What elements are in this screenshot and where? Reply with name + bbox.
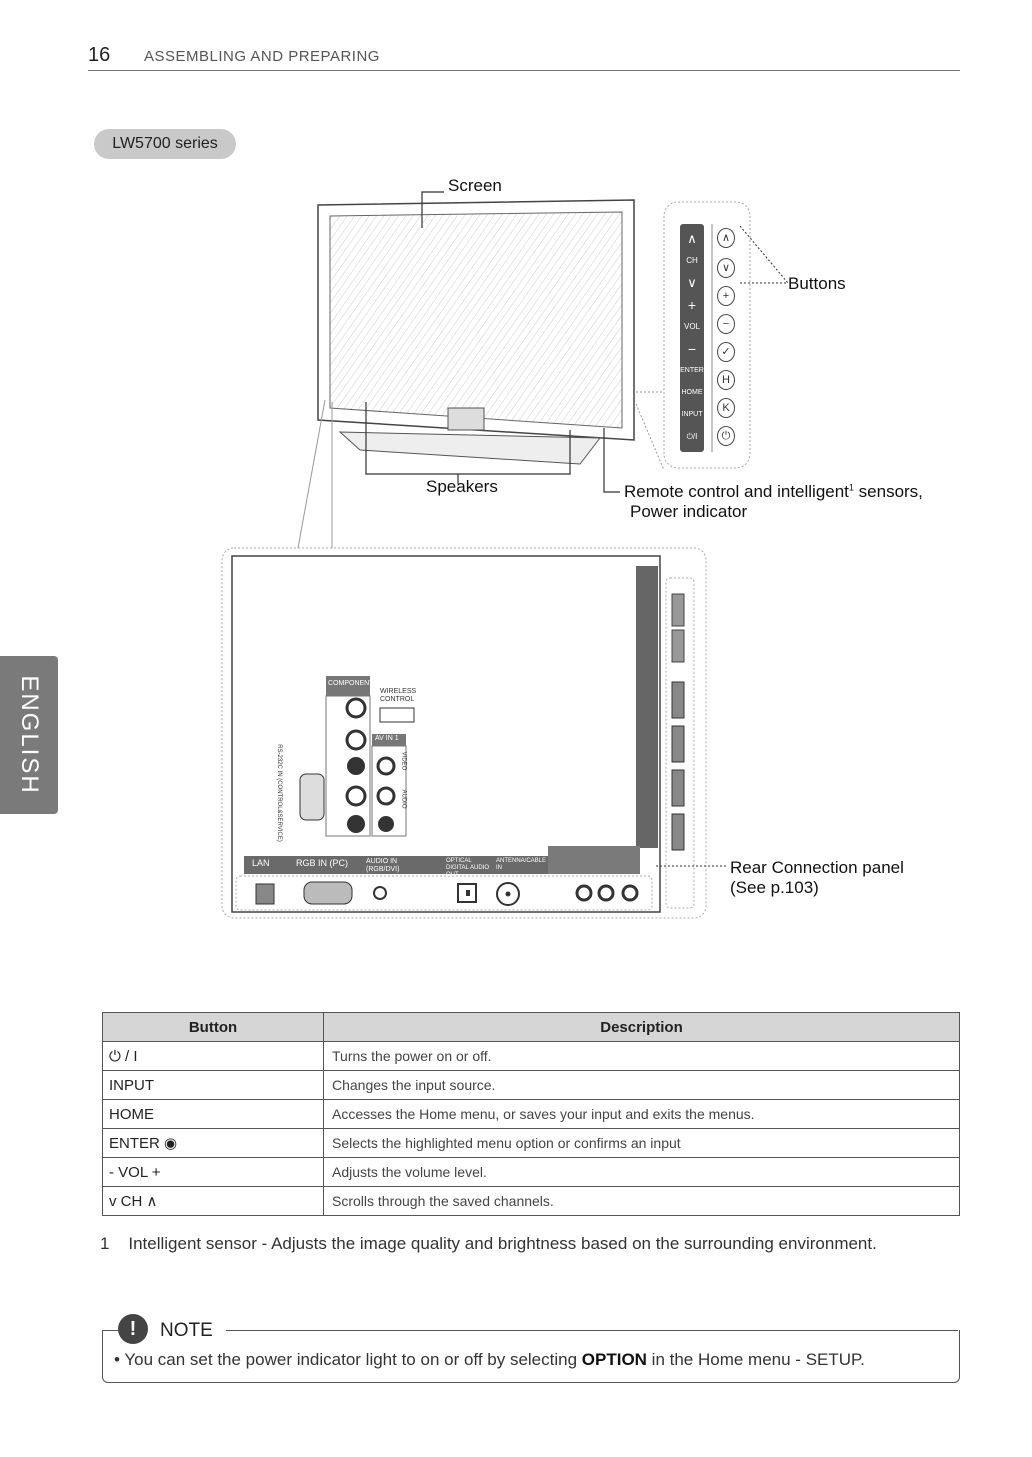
- sensor-label-end: sensors,: [853, 482, 923, 501]
- panel-label: INPUT: [681, 411, 703, 418]
- table-cell-description: Turns the power on or off.: [324, 1042, 960, 1071]
- table-row: [103, 1158, 960, 1187]
- rear-label-av-in: AV IN 1: [375, 735, 399, 742]
- footnote: [100, 1234, 877, 1254]
- note-bullet: •: [114, 1350, 120, 1369]
- footnote-number: 1: [100, 1234, 110, 1253]
- table-cell-description: Accesses the Home menu, or saves your input and exits the menus.: [324, 1100, 960, 1129]
- panel-label: ∧: [687, 231, 697, 246]
- table-row: [103, 1100, 960, 1129]
- panel-icons: [716, 228, 736, 454]
- panel-label: +: [687, 297, 697, 313]
- vol-up-icon: +: [717, 286, 735, 306]
- home-icon: H: [717, 370, 735, 390]
- ch-down-icon: ∨: [717, 258, 735, 278]
- screen-label: Screen: [448, 176, 502, 195]
- table-cell-description: Scrolls through the saved channels.: [324, 1187, 960, 1216]
- button-table: [102, 1012, 960, 1216]
- table-cell-description: Selects the highlighted menu option or confirms an input: [324, 1129, 960, 1158]
- table-header-row: [103, 1013, 960, 1042]
- rear-label-antenna: ANTENNA/CABLE IN: [496, 858, 547, 871]
- rear-label-audio: AUDIO: [400, 789, 407, 809]
- panel-label: −: [687, 341, 697, 357]
- series-badge: LW5700 series: [94, 129, 236, 159]
- input-icon: K: [717, 398, 735, 418]
- table-row: [103, 1129, 960, 1158]
- table-cell-description: Adjusts the volume level.: [324, 1158, 960, 1187]
- table-row: [103, 1071, 960, 1100]
- footnote-text: Intelligent sensor - Adjusts the image quality and brightness based on the surrounding environment.: [128, 1234, 877, 1253]
- table-cell-description: Changes the input source.: [324, 1071, 960, 1100]
- rear-label-component: COMPONENT: [328, 680, 374, 687]
- rear-label-audio-in: AUDIO IN (RGB/DVI): [366, 858, 400, 873]
- note-text-before: You can set the power indicator light to on or off by selecting: [124, 1350, 582, 1369]
- language-tab-label: ENGLISH: [16, 675, 43, 795]
- panel-label: ∨: [687, 275, 697, 290]
- power-indicator-label: Power indicator: [630, 502, 748, 521]
- rear-label-lan: LAN: [252, 858, 270, 868]
- section-title: ASSEMBLING AND PREPARING: [144, 48, 380, 65]
- panel-label: HOME: [681, 389, 703, 396]
- table-header-button: Button: [103, 1013, 324, 1042]
- panel-label: ⏻/I: [686, 432, 698, 441]
- vol-down-icon: −: [717, 314, 735, 334]
- table-cell-button: HOME: [103, 1100, 324, 1129]
- rear-panel-label: Rear Connection panel: [730, 858, 904, 877]
- panel-label: CH: [686, 256, 698, 265]
- sensor-label-text: Remote control and intelligent: [624, 482, 849, 501]
- panel-button-labels: [680, 228, 704, 448]
- note-option-keyword: OPTION: [581, 1350, 647, 1369]
- enter-icon: ✓: [717, 342, 735, 362]
- speakers-label: Speakers: [426, 477, 498, 496]
- table-cell-button: INPUT: [103, 1071, 324, 1100]
- table-cell-button: ENTER ◉: [103, 1129, 324, 1158]
- page-number: 16: [88, 44, 111, 66]
- sensor-footnote-mark: 1: [848, 482, 854, 493]
- rear-label-rs232c: RS-232C IN (CONTROL&SERVICE): [275, 744, 282, 842]
- rear-label-video: VIDEO: [400, 751, 407, 771]
- table-row: [103, 1187, 960, 1216]
- panel-label: ENTER: [680, 367, 704, 374]
- note-title: NOTE: [160, 1320, 213, 1341]
- buttons-label: Buttons: [788, 274, 846, 293]
- ch-up-icon: ∧: [717, 228, 735, 248]
- power-icon: ⏻: [717, 426, 735, 446]
- rear-panel-ref: (See p.103): [730, 878, 819, 897]
- rear-label-rgb: RGB IN (PC): [296, 858, 349, 868]
- rear-label-optical: OPTICAL DIGITAL AUDIO OUT: [446, 858, 490, 878]
- panel-label: VOL: [683, 322, 700, 331]
- table-cell-button: ⏻ / I: [103, 1042, 324, 1071]
- note-exclamation-icon: !: [118, 1314, 148, 1344]
- table-cell-button: - VOL +: [103, 1158, 324, 1187]
- table-row: [103, 1042, 960, 1071]
- table-cell-button: v CH ∧: [103, 1187, 324, 1216]
- sensor-label: [624, 482, 923, 502]
- note-text: [114, 1350, 865, 1370]
- note-text-after: in the Home menu - SETUP.: [646, 1350, 865, 1369]
- rear-label-wireless: WIRELESS CONTROL: [380, 688, 417, 703]
- table-header-description: Description: [324, 1013, 960, 1042]
